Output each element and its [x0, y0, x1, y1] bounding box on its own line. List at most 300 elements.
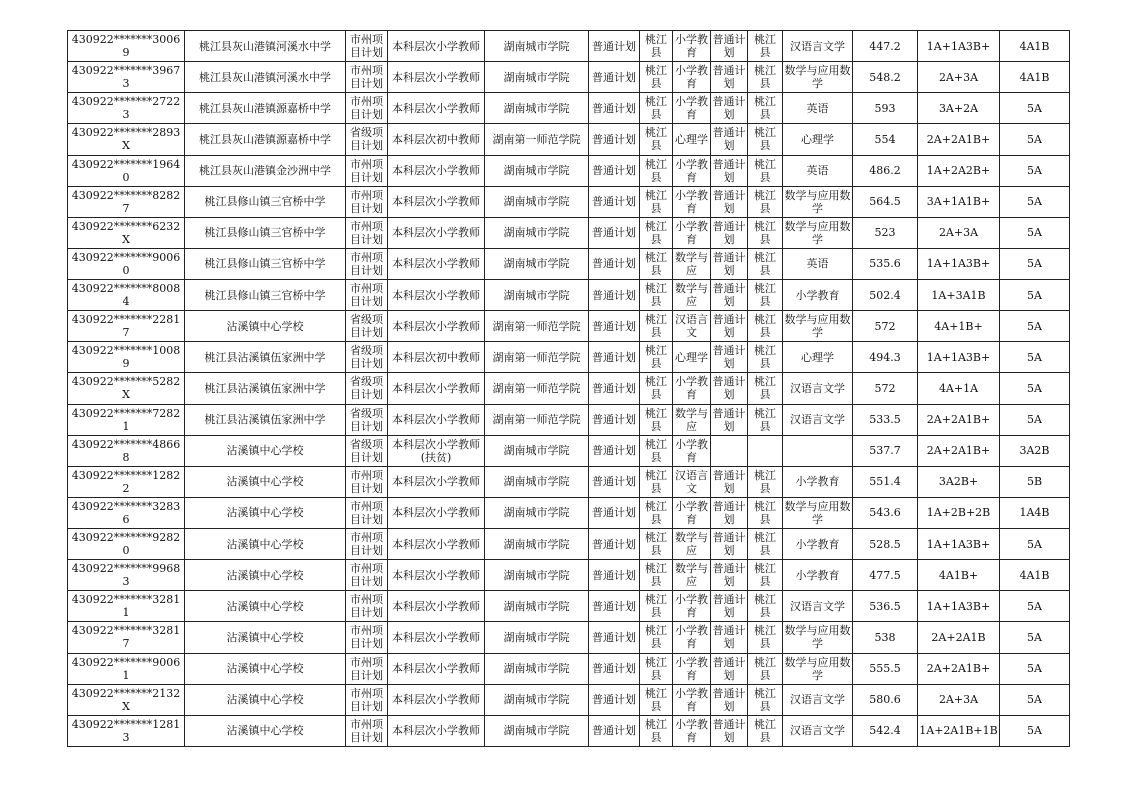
- level-cell: 本科层次小学教师: [388, 31, 485, 62]
- county2-cell: 桃江县: [748, 124, 783, 155]
- id-cell: 430922*******48668: [68, 435, 185, 466]
- county-cell: 桃江县: [640, 311, 673, 342]
- plan-cell: 普通计划: [589, 715, 640, 746]
- grade-cell: 2A+3A: [918, 684, 1000, 715]
- plan2-cell: 普通计划: [711, 653, 748, 684]
- result-cell: 5A: [1000, 653, 1070, 684]
- project-cell: 市州项目计划: [346, 529, 388, 560]
- plan2-cell: 普通计划: [711, 497, 748, 528]
- major-cell: 小学教育: [673, 62, 711, 93]
- plan2-cell: 普通计划: [711, 591, 748, 622]
- county2-cell: 桃江县: [748, 373, 783, 404]
- table-row: [68, 280, 1070, 311]
- score-cell: 486.2: [853, 155, 918, 186]
- result-cell: 5A: [1000, 373, 1070, 404]
- college-cell: 湖南城市学院: [485, 186, 589, 217]
- id-cell: 430922*******12822: [68, 466, 185, 497]
- level-cell: 本科层次小学教师: [388, 62, 485, 93]
- project-cell: 市州项目计划: [346, 280, 388, 311]
- score-cell: 537.7: [853, 435, 918, 466]
- level-cell: 本科层次小学教师(扶贫): [388, 435, 485, 466]
- county-cell: 桃江县: [640, 124, 673, 155]
- county-cell: 桃江县: [640, 31, 673, 62]
- id-cell: 430922*******27223: [68, 93, 185, 124]
- project-cell: 市州项目计划: [346, 684, 388, 715]
- score-cell: 551.4: [853, 466, 918, 497]
- score-cell: 542.4: [853, 715, 918, 746]
- result-cell: 5A: [1000, 529, 1070, 560]
- county-cell: 桃江县: [640, 715, 673, 746]
- score-cell: 555.5: [853, 653, 918, 684]
- table-row: [68, 435, 1070, 466]
- school-cell: 沾溪镇中心学校: [185, 435, 346, 466]
- grade-cell: 2A+2A1B+: [918, 653, 1000, 684]
- id-cell: 430922*******72821: [68, 404, 185, 435]
- college-cell: 湖南城市学院: [485, 529, 589, 560]
- major-cell: 小学教育: [673, 93, 711, 124]
- score-cell: 593: [853, 93, 918, 124]
- project-cell: 市州项目计划: [346, 653, 388, 684]
- subject-cell: 汉语言文学: [783, 373, 853, 404]
- subject-cell: 小学教育: [783, 466, 853, 497]
- id-cell: 430922*******19640: [68, 155, 185, 186]
- county-cell: 桃江县: [640, 186, 673, 217]
- level-cell: 本科层次小学教师: [388, 186, 485, 217]
- score-cell: 502.4: [853, 280, 918, 311]
- score-cell: 572: [853, 373, 918, 404]
- table-row: [68, 311, 1070, 342]
- project-cell: 市州项目计划: [346, 248, 388, 279]
- county-cell: 桃江县: [640, 466, 673, 497]
- county2-cell: 桃江县: [748, 280, 783, 311]
- score-cell: 447.2: [853, 31, 918, 62]
- county2-cell: 桃江县: [748, 217, 783, 248]
- college-cell: 湖南城市学院: [485, 248, 589, 279]
- table-row: [68, 93, 1070, 124]
- project-cell: 市州项目计划: [346, 62, 388, 93]
- result-cell: 5A: [1000, 280, 1070, 311]
- county-cell: 桃江县: [640, 217, 673, 248]
- county-cell: 桃江县: [640, 248, 673, 279]
- county2-cell: 桃江县: [748, 466, 783, 497]
- subject-cell: 数学与应用数学: [783, 186, 853, 217]
- grade-cell: 4A1B+: [918, 560, 1000, 591]
- county2-cell: 桃江县: [748, 591, 783, 622]
- project-cell: 省级项目计划: [346, 404, 388, 435]
- subject-cell: 汉语言文学: [783, 684, 853, 715]
- subject-cell: 数学与应用数学: [783, 217, 853, 248]
- county2-cell: 桃江县: [748, 529, 783, 560]
- score-cell: 554: [853, 124, 918, 155]
- id-cell: 430922*******82827: [68, 186, 185, 217]
- grade-cell: 3A2B+: [918, 466, 1000, 497]
- table-row: [68, 497, 1070, 528]
- level-cell: 本科层次初中教师: [388, 124, 485, 155]
- project-cell: 市州项目计划: [346, 715, 388, 746]
- school-cell: 桃江县灰山港镇源嘉桥中学: [185, 93, 346, 124]
- grade-cell: 1A+3A1B: [918, 280, 1000, 311]
- school-cell: 桃江县沾溪镇伍家洲中学: [185, 373, 346, 404]
- subject-cell: [783, 435, 853, 466]
- score-cell: 572: [853, 311, 918, 342]
- level-cell: 本科层次小学教师: [388, 217, 485, 248]
- grade-cell: 1A+1A3B+: [918, 529, 1000, 560]
- id-cell: 430922*******30069: [68, 31, 185, 62]
- plan-cell: 普通计划: [589, 342, 640, 373]
- county-cell: 桃江县: [640, 93, 673, 124]
- level-cell: 本科层次小学教师: [388, 248, 485, 279]
- id-cell: 430922*******32817: [68, 622, 185, 653]
- result-cell: 5A: [1000, 155, 1070, 186]
- result-cell: 5A: [1000, 93, 1070, 124]
- plan-cell: 普通计划: [589, 62, 640, 93]
- grade-cell: 4A+1A: [918, 373, 1000, 404]
- project-cell: 省级项目计划: [346, 311, 388, 342]
- level-cell: 本科层次小学教师: [388, 653, 485, 684]
- grade-cell: 1A+2A2B+: [918, 155, 1000, 186]
- level-cell: 本科层次小学教师: [388, 529, 485, 560]
- result-cell: 5A: [1000, 186, 1070, 217]
- level-cell: 本科层次小学教师: [388, 311, 485, 342]
- subject-cell: 数学与应用数学: [783, 653, 853, 684]
- county2-cell: 桃江县: [748, 684, 783, 715]
- county-cell: 桃江县: [640, 529, 673, 560]
- plan2-cell: 普通计划: [711, 622, 748, 653]
- county2-cell: 桃江县: [748, 622, 783, 653]
- major-cell: 小学教育: [673, 186, 711, 217]
- grade-cell: 1A+1A3B+: [918, 591, 1000, 622]
- subject-cell: 英语: [783, 93, 853, 124]
- county-cell: 桃江县: [640, 280, 673, 311]
- major-cell: 数学与应: [673, 404, 711, 435]
- project-cell: 市州项目计划: [346, 31, 388, 62]
- id-cell: 430922*******39673: [68, 62, 185, 93]
- college-cell: 湖南城市学院: [485, 715, 589, 746]
- major-cell: 小学教育: [673, 715, 711, 746]
- subject-cell: 数学与应用数学: [783, 622, 853, 653]
- county-cell: 桃江县: [640, 497, 673, 528]
- grade-cell: 2A+2A1B+: [918, 435, 1000, 466]
- plan2-cell: 普通计划: [711, 529, 748, 560]
- project-cell: 市州项目计划: [346, 560, 388, 591]
- subject-cell: 小学教育: [783, 560, 853, 591]
- result-cell: 5A: [1000, 715, 1070, 746]
- project-cell: 市州项目计划: [346, 466, 388, 497]
- table-row: [68, 342, 1070, 373]
- level-cell: 本科层次小学教师: [388, 93, 485, 124]
- county-cell: 桃江县: [640, 591, 673, 622]
- plan-cell: 普通计划: [589, 622, 640, 653]
- county2-cell: 桃江县: [748, 248, 783, 279]
- result-cell: 5A: [1000, 124, 1070, 155]
- major-cell: 小学教育: [673, 155, 711, 186]
- college-cell: 湖南城市学院: [485, 622, 589, 653]
- subject-cell: 汉语言文学: [783, 404, 853, 435]
- project-cell: 省级项目计划: [346, 435, 388, 466]
- data-table: [67, 30, 1070, 747]
- result-cell: 5A: [1000, 404, 1070, 435]
- table-row: [68, 373, 1070, 404]
- table-row: [68, 560, 1070, 591]
- project-cell: 省级项目计划: [346, 124, 388, 155]
- plan-cell: 普通计划: [589, 373, 640, 404]
- project-cell: 省级项目计划: [346, 342, 388, 373]
- school-cell: 桃江县修山镇三官桥中学: [185, 186, 346, 217]
- plan-cell: 普通计划: [589, 591, 640, 622]
- score-cell: 533.5: [853, 404, 918, 435]
- result-cell: 4A1B: [1000, 560, 1070, 591]
- project-cell: 市州项目计划: [346, 497, 388, 528]
- major-cell: 数学与应: [673, 560, 711, 591]
- college-cell: 湖南城市学院: [485, 591, 589, 622]
- major-cell: 数学与应: [673, 529, 711, 560]
- result-cell: 5A: [1000, 311, 1070, 342]
- score-cell: 536.5: [853, 591, 918, 622]
- score-cell: 543.6: [853, 497, 918, 528]
- table-row: [68, 248, 1070, 279]
- subject-cell: 汉语言文学: [783, 31, 853, 62]
- level-cell: 本科层次小学教师: [388, 466, 485, 497]
- project-cell: 市州项目计划: [346, 93, 388, 124]
- score-cell: 580.6: [853, 684, 918, 715]
- school-cell: 沾溪镇中心学校: [185, 715, 346, 746]
- project-cell: 市州项目计划: [346, 622, 388, 653]
- level-cell: 本科层次小学教师: [388, 715, 485, 746]
- result-cell: 5A: [1000, 342, 1070, 373]
- table-row: [68, 155, 1070, 186]
- table-row: [68, 31, 1070, 62]
- college-cell: 湖南第一师范学院: [485, 373, 589, 404]
- grade-cell: 2A+2A1B+: [918, 124, 1000, 155]
- county2-cell: 桃江县: [748, 93, 783, 124]
- plan-cell: 普通计划: [589, 311, 640, 342]
- county2-cell: 桃江县: [748, 560, 783, 591]
- college-cell: 湖南城市学院: [485, 684, 589, 715]
- grade-cell: 1A+2B+2B: [918, 497, 1000, 528]
- result-cell: 1A4B: [1000, 497, 1070, 528]
- major-cell: 数学与应: [673, 280, 711, 311]
- level-cell: 本科层次小学教师: [388, 560, 485, 591]
- table-row: [68, 591, 1070, 622]
- school-cell: 沾溪镇中心学校: [185, 560, 346, 591]
- table-row: [68, 217, 1070, 248]
- subject-cell: 数学与应用数学: [783, 311, 853, 342]
- plan2-cell: 普通计划: [711, 93, 748, 124]
- county2-cell: 桃江县: [748, 62, 783, 93]
- score-cell: 548.2: [853, 62, 918, 93]
- school-cell: 桃江县沾溪镇伍家洲中学: [185, 342, 346, 373]
- subject-cell: 心理学: [783, 342, 853, 373]
- major-cell: 小学教育: [673, 435, 711, 466]
- major-cell: 数学与应: [673, 248, 711, 279]
- table-row: [68, 715, 1070, 746]
- plan-cell: 普通计划: [589, 529, 640, 560]
- major-cell: 小学教育: [673, 591, 711, 622]
- school-cell: 沾溪镇中心学校: [185, 529, 346, 560]
- table-body: [68, 31, 1070, 747]
- county2-cell: 桃江县: [748, 155, 783, 186]
- table-row: [68, 186, 1070, 217]
- plan-cell: 普通计划: [589, 124, 640, 155]
- college-cell: 湖南城市学院: [485, 31, 589, 62]
- project-cell: 市州项目计划: [346, 186, 388, 217]
- plan-cell: 普通计划: [589, 497, 640, 528]
- plan2-cell: 普通计划: [711, 155, 748, 186]
- level-cell: 本科层次小学教师: [388, 404, 485, 435]
- county-cell: 桃江县: [640, 560, 673, 591]
- id-cell: 430922*******2893X: [68, 124, 185, 155]
- plan-cell: 普通计划: [589, 404, 640, 435]
- plan2-cell: 普通计划: [711, 248, 748, 279]
- plan-cell: 普通计划: [589, 155, 640, 186]
- county-cell: 桃江县: [640, 62, 673, 93]
- score-cell: 535.6: [853, 248, 918, 279]
- plan2-cell: 普通计划: [711, 124, 748, 155]
- school-cell: 桃江县灰山港镇河溪水中学: [185, 62, 346, 93]
- major-cell: 心理学: [673, 342, 711, 373]
- plan2-cell: 普通计划: [711, 373, 748, 404]
- school-cell: 桃江县修山镇三官桥中学: [185, 248, 346, 279]
- id-cell: 430922*******99683: [68, 560, 185, 591]
- plan2-cell: 普通计划: [711, 31, 748, 62]
- college-cell: 湖南城市学院: [485, 560, 589, 591]
- subject-cell: 小学教育: [783, 280, 853, 311]
- major-cell: 心理学: [673, 124, 711, 155]
- school-cell: 沾溪镇中心学校: [185, 653, 346, 684]
- level-cell: 本科层次小学教师: [388, 497, 485, 528]
- plan2-cell: 普通计划: [711, 404, 748, 435]
- grade-cell: 2A+2A1B: [918, 622, 1000, 653]
- school-cell: 沾溪镇中心学校: [185, 591, 346, 622]
- id-cell: 430922*******32836: [68, 497, 185, 528]
- table-row: [68, 62, 1070, 93]
- plan2-cell: 普通计划: [711, 715, 748, 746]
- table-row: [68, 404, 1070, 435]
- project-cell: 市州项目计划: [346, 591, 388, 622]
- major-cell: 小学教育: [673, 31, 711, 62]
- table-row: [68, 653, 1070, 684]
- major-cell: 汉语言文: [673, 466, 711, 497]
- grade-cell: 3A+1A1B+: [918, 186, 1000, 217]
- major-cell: 小学教育: [673, 373, 711, 404]
- plan2-cell: 普通计划: [711, 280, 748, 311]
- county-cell: 桃江县: [640, 684, 673, 715]
- major-cell: 小学教育: [673, 653, 711, 684]
- id-cell: 430922*******2132X: [68, 684, 185, 715]
- county2-cell: 桃江县: [748, 404, 783, 435]
- plan-cell: 普通计划: [589, 248, 640, 279]
- college-cell: 湖南第一师范学院: [485, 124, 589, 155]
- result-cell: 4A1B: [1000, 62, 1070, 93]
- school-cell: 桃江县修山镇三官桥中学: [185, 280, 346, 311]
- major-cell: 汉语言文: [673, 311, 711, 342]
- county2-cell: 桃江县: [748, 311, 783, 342]
- plan-cell: 普通计划: [589, 186, 640, 217]
- table-row: [68, 529, 1070, 560]
- score-cell: 477.5: [853, 560, 918, 591]
- table-row: [68, 622, 1070, 653]
- result-cell: 5A: [1000, 248, 1070, 279]
- plan2-cell: 普通计划: [711, 342, 748, 373]
- subject-cell: 数学与应用数学: [783, 62, 853, 93]
- id-cell: 430922*******80084: [68, 280, 185, 311]
- grade-cell: 2A+3A: [918, 217, 1000, 248]
- college-cell: 湖南城市学院: [485, 217, 589, 248]
- subject-cell: 小学教育: [783, 529, 853, 560]
- subject-cell: 英语: [783, 248, 853, 279]
- subject-cell: 心理学: [783, 124, 853, 155]
- school-cell: 沾溪镇中心学校: [185, 311, 346, 342]
- score-cell: 564.5: [853, 186, 918, 217]
- plan-cell: 普通计划: [589, 217, 640, 248]
- grade-cell: 1A+1A3B+: [918, 342, 1000, 373]
- result-cell: 4A1B: [1000, 31, 1070, 62]
- plan2-cell: 普通计划: [711, 217, 748, 248]
- result-cell: 5A: [1000, 591, 1070, 622]
- grade-cell: 1A+2A1B+1B: [918, 715, 1000, 746]
- subject-cell: 数学与应用数学: [783, 497, 853, 528]
- college-cell: 湖南城市学院: [485, 435, 589, 466]
- college-cell: 湖南第一师范学院: [485, 311, 589, 342]
- college-cell: 湖南城市学院: [485, 653, 589, 684]
- plan2-cell: 普通计划: [711, 311, 748, 342]
- subject-cell: 汉语言文学: [783, 591, 853, 622]
- plan-cell: 普通计划: [589, 31, 640, 62]
- county-cell: 桃江县: [640, 404, 673, 435]
- college-cell: 湖南城市学院: [485, 466, 589, 497]
- id-cell: 430922*******92820: [68, 529, 185, 560]
- id-cell: 430922*******22817: [68, 311, 185, 342]
- school-cell: 桃江县修山镇三官桥中学: [185, 217, 346, 248]
- county-cell: 桃江县: [640, 342, 673, 373]
- grade-cell: 2A+3A: [918, 62, 1000, 93]
- subject-cell: 英语: [783, 155, 853, 186]
- plan2-cell: 普通计划: [711, 62, 748, 93]
- county2-cell: [748, 435, 783, 466]
- college-cell: 湖南城市学院: [485, 280, 589, 311]
- county-cell: 桃江县: [640, 155, 673, 186]
- id-cell: 430922*******32811: [68, 591, 185, 622]
- level-cell: 本科层次小学教师: [388, 591, 485, 622]
- score-cell: 528.5: [853, 529, 918, 560]
- major-cell: 小学教育: [673, 217, 711, 248]
- project-cell: 市州项目计划: [346, 155, 388, 186]
- project-cell: 市州项目计划: [346, 217, 388, 248]
- school-cell: 沾溪镇中心学校: [185, 497, 346, 528]
- result-cell: 5B: [1000, 466, 1070, 497]
- plan-cell: 普通计划: [589, 93, 640, 124]
- county2-cell: 桃江县: [748, 653, 783, 684]
- score-cell: 523: [853, 217, 918, 248]
- college-cell: 湖南第一师范学院: [485, 404, 589, 435]
- college-cell: 湖南第一师范学院: [485, 342, 589, 373]
- county-cell: 桃江县: [640, 435, 673, 466]
- level-cell: 本科层次小学教师: [388, 155, 485, 186]
- result-cell: 5A: [1000, 622, 1070, 653]
- college-cell: 湖南城市学院: [485, 497, 589, 528]
- score-cell: 494.3: [853, 342, 918, 373]
- table-row: [68, 466, 1070, 497]
- grade-cell: 2A+2A1B+: [918, 404, 1000, 435]
- plan2-cell: 普通计划: [711, 684, 748, 715]
- school-cell: 沾溪镇中心学校: [185, 684, 346, 715]
- id-cell: 430922*******90060: [68, 248, 185, 279]
- subject-cell: 汉语言文学: [783, 715, 853, 746]
- id-cell: 430922*******90061: [68, 653, 185, 684]
- table-row: [68, 124, 1070, 155]
- plan2-cell: 普通计划: [711, 186, 748, 217]
- college-cell: 湖南城市学院: [485, 62, 589, 93]
